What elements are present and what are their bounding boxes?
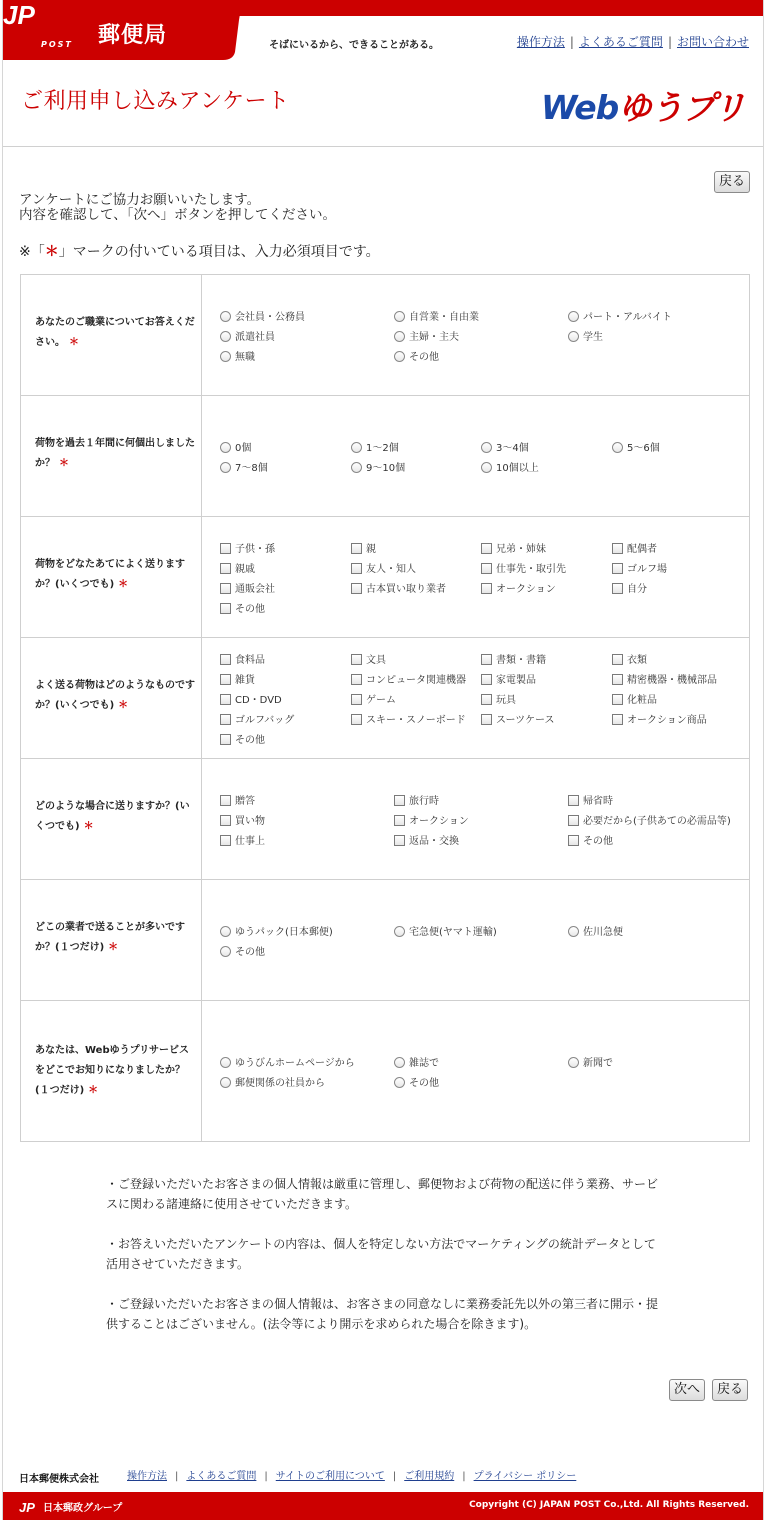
checkbox[interactable]	[612, 654, 623, 665]
option-label: 雑貨	[235, 675, 255, 686]
option-label: 文具	[366, 655, 386, 666]
radio-option[interactable]	[394, 926, 497, 940]
radio-button[interactable]	[568, 311, 579, 322]
option-label: 配偶者	[627, 544, 657, 555]
checkbox-option[interactable]	[481, 583, 556, 597]
header-link-operation[interactable]: 操作方法	[516, 35, 565, 49]
question-label: 荷物を過去１年間に何個出しましたか？	[35, 438, 195, 469]
option-label: CD・DVD	[235, 695, 282, 706]
option-label: 雑誌で	[409, 1058, 439, 1069]
question-text	[35, 1041, 195, 1101]
question-cell	[21, 880, 202, 1000]
checkbox[interactable]	[394, 795, 405, 806]
footer-link-operation[interactable]: 操作方法	[127, 1471, 167, 1482]
checkbox-option[interactable]	[220, 734, 265, 748]
checkbox[interactable]	[481, 674, 492, 685]
checkbox[interactable]	[351, 583, 362, 594]
footer-link-site-usage[interactable]: サイトのご利用について	[275, 1471, 385, 1482]
option-label: オークション	[496, 584, 556, 595]
radio-button[interactable]	[220, 331, 231, 342]
checkbox[interactable]	[568, 795, 579, 806]
radio-option[interactable]	[394, 311, 479, 325]
checkbox-option[interactable]	[612, 583, 647, 597]
checkbox[interactable]	[481, 714, 492, 725]
option-label: 新聞で	[583, 1058, 613, 1069]
note-2: ・お答えいただいたアンケートの内容は、個人を特定しない方法でマーケティングの統計データとして活用させていただきます。	[106, 1237, 656, 1271]
radio-option[interactable]	[394, 351, 439, 365]
tagline: そばにいるから、できることがある。	[269, 40, 439, 51]
checkbox[interactable]	[612, 714, 623, 725]
checkbox-option[interactable]	[568, 815, 731, 829]
option-label: コンピュータ関連機器	[366, 675, 466, 686]
back-button-top[interactable]: 戻る	[714, 171, 750, 193]
question-cell	[21, 1001, 202, 1141]
note-3: ・ご登録いただいたお客さまの個人情報は、お客さまの同意なしに業務委託先以外の第三者に開示・提供することはございません。(法令等により開示を求められた場合を除きます)。	[106, 1297, 659, 1331]
checkbox-option[interactable]	[220, 674, 255, 688]
radio-option[interactable]	[568, 1057, 613, 1071]
option-label: スキー・スノーボード	[366, 715, 466, 726]
radio-button[interactable]	[481, 462, 492, 473]
checkbox-option[interactable]	[612, 543, 657, 557]
page-frame	[2, 0, 764, 1520]
checkbox-option[interactable]	[481, 654, 546, 668]
checkbox[interactable]	[351, 694, 362, 705]
checkbox[interactable]	[220, 603, 231, 614]
radio-option[interactable]	[481, 442, 529, 456]
option-label: 宅急便(ヤマト運輸)	[409, 927, 497, 938]
checkbox[interactable]	[220, 583, 231, 594]
checkbox-option[interactable]	[481, 543, 546, 557]
question-row	[21, 1001, 749, 1141]
option-label: オークション	[409, 816, 469, 827]
checkbox[interactable]	[220, 795, 231, 806]
question-text	[35, 676, 195, 716]
footer-link-privacy[interactable]: プライバシー ポリシー	[473, 1471, 577, 1482]
radio-option[interactable]	[220, 462, 268, 476]
checkbox-option[interactable]	[220, 714, 294, 728]
radio-button[interactable]	[394, 926, 405, 937]
checkbox-option[interactable]	[220, 603, 265, 617]
radio-button[interactable]	[568, 331, 579, 342]
checkbox-option[interactable]	[612, 714, 707, 728]
option-label: ゴルフ場	[627, 564, 667, 575]
checkbox-option[interactable]	[351, 543, 376, 557]
checkbox-option[interactable]	[612, 674, 717, 688]
checkbox[interactable]	[481, 563, 492, 574]
checkbox-option[interactable]	[351, 563, 416, 577]
privacy-notes	[106, 1174, 666, 1354]
radio-option[interactable]	[394, 1057, 439, 1071]
checkbox-option[interactable]	[612, 694, 657, 708]
radio-button[interactable]	[220, 462, 231, 473]
intro-line-2: 内容を確認して、「次へ」ボタンを押してください。	[19, 207, 336, 223]
checkbox-option[interactable]	[220, 815, 265, 829]
radio-option[interactable]	[351, 462, 405, 476]
checkbox[interactable]	[612, 543, 623, 554]
checkbox-option[interactable]	[568, 835, 613, 849]
option-label: 書類・書籍	[496, 655, 546, 666]
radio-option[interactable]	[220, 1077, 325, 1091]
option-label: 仕事先・取引先	[496, 564, 566, 575]
web-yupuri-logo	[541, 82, 745, 129]
checkbox-option[interactable]	[351, 654, 386, 668]
option-label: 友人・知人	[366, 564, 416, 575]
radio-option[interactable]	[220, 1057, 355, 1071]
intro-line-1: アンケートにご協力お願いいたします。	[19, 192, 261, 208]
required-star: ＊	[108, 942, 119, 953]
option-label: 帰省時	[583, 796, 613, 807]
radio-button[interactable]	[220, 1057, 231, 1068]
checkbox[interactable]	[220, 815, 231, 826]
option-label: 家電製品	[496, 675, 536, 686]
question-cell	[21, 517, 202, 637]
question-row	[21, 396, 749, 517]
radio-option[interactable]	[568, 311, 672, 325]
checkbox-option[interactable]	[351, 714, 466, 728]
checkbox-option[interactable]	[351, 674, 466, 688]
radio-button[interactable]	[351, 462, 362, 473]
logo-name: 郵便局	[98, 23, 168, 48]
checkbox-option[interactable]	[481, 563, 566, 577]
question-text	[35, 797, 195, 837]
radio-button[interactable]	[220, 926, 231, 937]
question-text	[35, 918, 195, 958]
radio-option[interactable]	[481, 462, 539, 476]
required-star: ＊	[59, 458, 69, 469]
option-label: その他	[235, 604, 265, 615]
required-star: ＊	[69, 337, 79, 348]
option-label: 9～10個	[366, 463, 406, 474]
header-divider	[3, 146, 764, 147]
checkbox[interactable]	[394, 815, 405, 826]
checkbox[interactable]	[220, 714, 231, 725]
question-label: 荷物をどなたあてによく送りますか？(いくつでも)	[35, 559, 185, 590]
question-text	[35, 313, 195, 353]
option-label: 旅行時	[409, 796, 439, 807]
footer-red-bar	[3, 1492, 764, 1520]
brand-yupuri-text: ゆうプリ	[618, 88, 745, 127]
checkbox-option[interactable]	[220, 694, 282, 708]
radio-option[interactable]	[394, 1077, 439, 1091]
option-label: 派遣社員	[235, 332, 275, 343]
question-label: よく送る荷物はどのようなものですか？(いくつでも)	[35, 680, 195, 711]
radio-button[interactable]	[394, 1057, 405, 1068]
question-label: どのような場合に送りますか？(いくつでも)	[35, 801, 190, 832]
question-row	[21, 880, 749, 1001]
company-name: 日本郵便株式会社	[19, 1474, 99, 1485]
header-link-faq[interactable]: よくあるご質問	[578, 35, 663, 49]
required-star: ＊	[88, 1085, 99, 1096]
radio-button[interactable]	[220, 946, 231, 957]
option-label: 玩具	[496, 695, 516, 706]
option-label: ゴルフバッグ	[235, 715, 295, 726]
option-label: 必要だから(子供あての必需品等)	[583, 816, 731, 827]
option-label: 衣類	[627, 655, 647, 666]
option-label: 親	[366, 544, 376, 555]
checkbox-option[interactable]	[612, 563, 667, 577]
checkbox[interactable]	[481, 583, 492, 594]
radio-button[interactable]	[568, 926, 579, 937]
option-label: 学生	[583, 332, 603, 343]
checkbox-option[interactable]	[394, 795, 439, 809]
question-label: あなたのご職業についてお答えください。	[35, 317, 195, 348]
copyright: Copyright (C) JAPAN POST Co.,Ltd. All Rights Reserved.	[469, 1500, 749, 1510]
option-label: その他	[409, 352, 439, 363]
option-label: 古本買い取り業者	[366, 584, 446, 595]
radio-button[interactable]	[394, 1077, 405, 1088]
checkbox[interactable]	[481, 654, 492, 665]
required-star: ＊	[118, 700, 129, 711]
option-label: その他	[409, 1078, 439, 1089]
radio-option[interactable]	[220, 311, 305, 325]
radio-option[interactable]	[220, 351, 255, 365]
radio-button[interactable]	[612, 442, 623, 453]
option-label: 0個	[235, 443, 252, 454]
checkbox-option[interactable]	[351, 583, 446, 597]
footer-nav: 操作方法 | よくあるご質問 | サイトのご利用について | ご利用規約 | プライバシー ポリシー	[127, 1471, 577, 1482]
option-label: 仕事上	[235, 836, 265, 847]
radio-button[interactable]	[220, 442, 231, 453]
radio-option[interactable]	[220, 331, 275, 345]
checkbox-option[interactable]	[481, 674, 536, 688]
checkbox[interactable]	[568, 835, 579, 846]
required-star: ＊	[118, 579, 129, 590]
checkbox[interactable]	[220, 694, 231, 705]
option-label: 郵便関係の社員から	[235, 1078, 325, 1089]
radio-button[interactable]	[351, 442, 362, 453]
radio-option[interactable]	[351, 442, 399, 456]
radio-button[interactable]	[220, 351, 231, 362]
radio-option[interactable]	[394, 331, 459, 345]
option-label: 返品・交換	[409, 836, 459, 847]
option-label: 化粧品	[627, 695, 657, 706]
group-name: 日本郵政グループ	[43, 1503, 123, 1514]
option-label: その他	[235, 735, 265, 746]
checkbox-option[interactable]	[220, 795, 255, 809]
checkbox[interactable]	[351, 543, 362, 554]
svg-text:JP: JP	[19, 1500, 35, 1513]
footer-link-faq[interactable]: よくあるご質問	[186, 1471, 257, 1482]
option-label: その他	[235, 947, 265, 958]
option-label: 佐川急便	[583, 927, 623, 938]
question-row	[21, 759, 749, 880]
checkbox[interactable]	[612, 674, 623, 685]
option-label: 食料品	[235, 655, 265, 666]
survey-table	[20, 274, 750, 1142]
checkbox-option[interactable]	[394, 815, 469, 829]
radio-button[interactable]	[568, 1057, 579, 1068]
question-cell	[21, 759, 202, 879]
question-row	[21, 517, 749, 638]
question-label: あなたは、Webゆうプリサービスをどこでお知りになりましたか？(１つだけ)	[35, 1045, 190, 1096]
option-label: 精密機器・機械部品	[627, 675, 717, 686]
question-row	[21, 275, 749, 396]
option-label: 買い物	[235, 816, 265, 827]
radio-option[interactable]	[568, 331, 603, 345]
option-label: スーツケース	[496, 715, 555, 726]
option-label: ゆうパック(日本郵便)	[235, 927, 333, 938]
checkbox-option[interactable]	[220, 835, 265, 849]
option-label: 無職	[235, 352, 255, 363]
checkbox-option[interactable]	[481, 694, 516, 708]
checkbox-option[interactable]	[612, 654, 647, 668]
checkbox[interactable]	[220, 835, 231, 846]
checkbox[interactable]	[481, 694, 492, 705]
question-cell	[21, 396, 202, 516]
checkbox[interactable]	[220, 654, 231, 665]
header-link-contact[interactable]: お問い合わせ	[676, 35, 749, 49]
option-label: 親戚	[235, 564, 255, 575]
footer-link-terms[interactable]: ご利用規約	[404, 1471, 455, 1482]
radio-button[interactable]	[220, 311, 231, 322]
option-label: パート・アルバイト	[583, 312, 672, 323]
page-title: ご利用申し込みアンケート	[21, 89, 290, 114]
checkbox-option[interactable]	[394, 835, 459, 849]
radio-button[interactable]	[394, 331, 405, 342]
question-row	[21, 638, 749, 759]
note-1: ・ご登録いただいたお客さまの個人情報は厳重に管理し、郵便物および荷物の配送に伴う業務、サービスに関わる諸連絡に使用させていただきます。	[106, 1177, 659, 1211]
svg-text:JP: JP	[3, 0, 35, 30]
option-label: 兄弟・姉妹	[496, 544, 546, 555]
logo-post-text: POST	[41, 40, 73, 49]
checkbox-option[interactable]	[351, 694, 396, 708]
jp-post-mark-icon	[3, 0, 55, 32]
radio-button[interactable]	[394, 311, 405, 322]
radio-option[interactable]	[220, 946, 265, 960]
intro-text	[19, 193, 336, 223]
option-label: ゲーム	[366, 695, 396, 706]
required-note: ※「＊」マークの付いている項目は、入力必須項目です。	[19, 244, 380, 260]
checkbox[interactable]	[612, 563, 623, 574]
option-label: オークション商品	[627, 715, 707, 726]
checkbox[interactable]	[394, 835, 405, 846]
option-label: その他	[583, 836, 613, 847]
required-star: ＊	[44, 244, 59, 260]
option-label: 通販会社	[235, 584, 275, 595]
option-label: 7～8個	[235, 463, 268, 474]
brand-web-text: Web	[541, 88, 619, 127]
checkbox-option[interactable]	[220, 543, 275, 557]
option-label: 子供・孫	[235, 544, 275, 555]
checkbox[interactable]	[220, 674, 231, 685]
option-label: 自分	[627, 584, 647, 595]
radio-option[interactable]	[568, 926, 623, 940]
option-label: 主婦・主夫	[409, 332, 459, 343]
checkbox[interactable]	[351, 563, 362, 574]
checkbox[interactable]	[220, 543, 231, 554]
required-star: ＊	[83, 821, 94, 832]
radio-button[interactable]	[394, 351, 405, 362]
checkbox[interactable]	[568, 815, 579, 826]
checkbox-option[interactable]	[220, 583, 275, 597]
radio-button[interactable]	[220, 1077, 231, 1088]
checkbox[interactable]	[612, 694, 623, 705]
checkbox-option[interactable]	[220, 563, 255, 577]
radio-option[interactable]	[220, 442, 251, 456]
header-nav: 操作方法 | よくあるご質問 | お問い合わせ	[516, 35, 749, 49]
back-button-bottom[interactable]: 戻る	[712, 1379, 748, 1401]
checkbox[interactable]	[351, 714, 362, 725]
question-cell	[21, 638, 202, 758]
japan-post-logo-area[interactable]	[3, 0, 271, 60]
checkbox-option[interactable]	[568, 795, 613, 809]
option-label: 10個以上	[496, 463, 539, 474]
option-label: ゆうびんホームページから	[235, 1058, 355, 1069]
question-label: どこの業者で送ることが多いですか？(１つだけ)	[35, 922, 185, 953]
question-text	[35, 555, 195, 595]
checkbox-option[interactable]	[220, 654, 265, 668]
checkbox[interactable]	[351, 674, 362, 685]
checkbox[interactable]	[612, 583, 623, 594]
question-cell	[21, 275, 202, 395]
next-button[interactable]: 次へ	[669, 1379, 705, 1401]
option-label: 贈答	[235, 796, 255, 807]
radio-option[interactable]	[612, 442, 660, 456]
option-label: 自営業・自由業	[409, 312, 479, 323]
jp-group-logo-icon	[19, 1500, 39, 1513]
option-label: 5～6個	[627, 443, 660, 454]
option-label: 1～2個	[366, 443, 399, 454]
checkbox[interactable]	[481, 543, 492, 554]
option-label: 会社員・公務員	[235, 312, 305, 323]
question-text	[35, 434, 195, 474]
radio-option[interactable]	[220, 926, 333, 940]
radio-button[interactable]	[481, 442, 492, 453]
checkbox[interactable]	[220, 734, 231, 745]
checkbox-option[interactable]	[481, 714, 555, 728]
option-label: 3～4個	[496, 443, 529, 454]
checkbox[interactable]	[351, 654, 362, 665]
checkbox[interactable]	[220, 563, 231, 574]
